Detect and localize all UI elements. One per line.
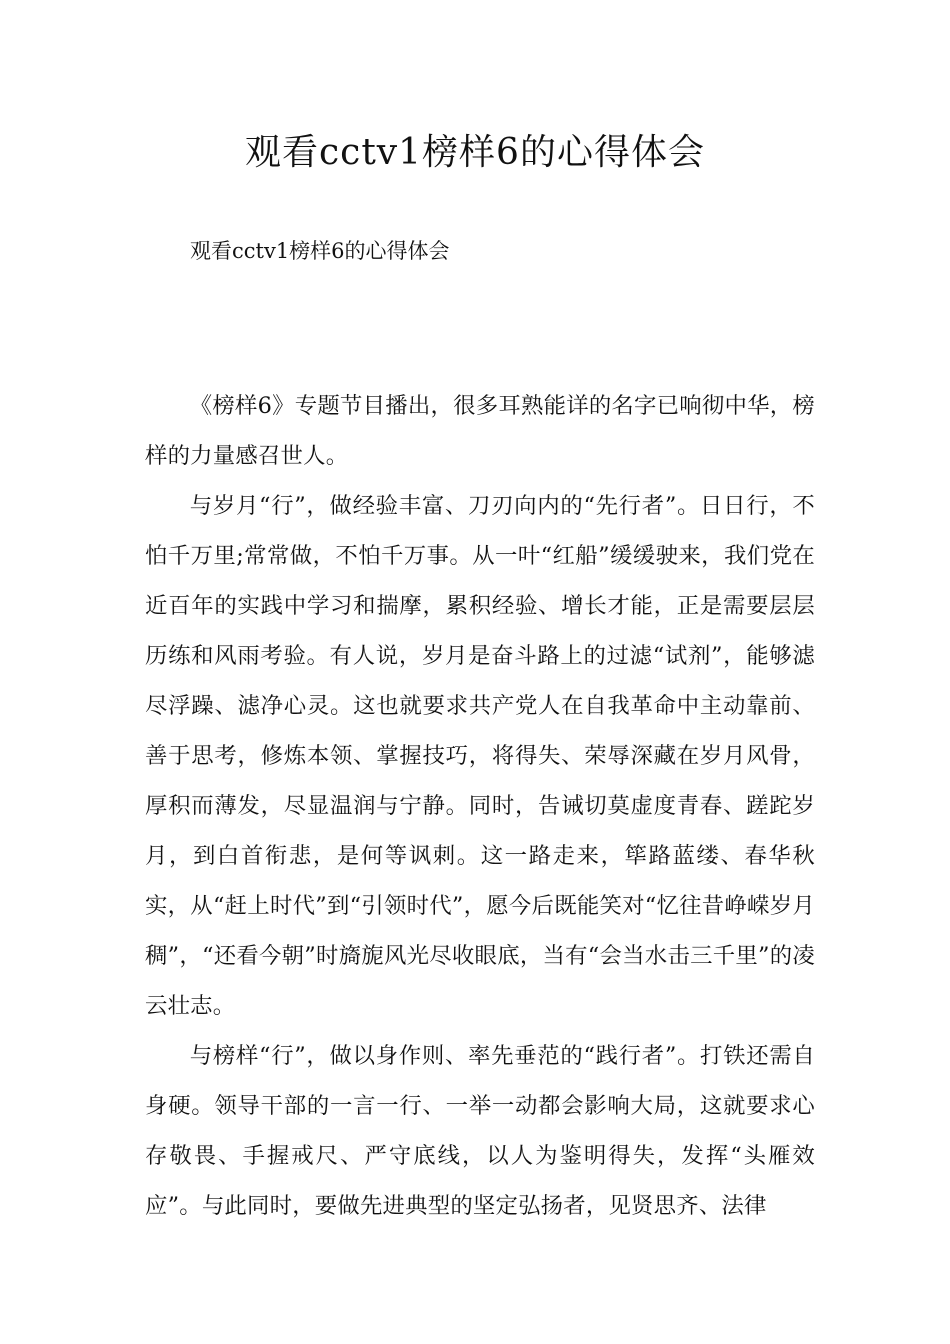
document-title: 观看cctv1榜样6的心得体会 [245,132,705,173]
paragraph: 与榜样“行”，做以身作则、率先垂范的“践行者”。打铁还需自身硬。领导干部的一言一行、一举一动都会影响大局，这就要求心存敬畏、手握戒尺、严守底线，以人为鉴明得失，发挥“头雁效应”。与此同时，要做先进典型的坚定弘扬者，见贤思齐、法律 [145,1043,815,1219]
paragraph: 与岁月“行”，做经验丰富、刀刃向内的“先行者”。日日行，不怕千万里;常常做，不怕千万事。从一叶“红船”缓缓驶来，我们党在近百年的实践中学习和揣摩，累积经验、增长才能，正是需要层层历练和风雨考验。有人说，岁月是奋斗路上的过滤“试剂”，能够滤尽浮躁、滤净心灵。这也就要求共产党人在自我革命中主动靠前、善于思考，修炼本领、掌握技巧，将得失、荣辱深藏在岁月风骨，厚积而薄发，尽显温润与宁静。同时，告诫切莫虚度青春、蹉跎岁月，到白首衔悲，是何等讽刺。这一路走来，筚路蓝缕、春华秋实，从“赶上时代”到“引领时代”，愿今后既能笑对“忆往昔峥嵘岁月稠”，“还看今朝”时旖旎风光尽收眼底，当有“会当水击三千里”的凌云壮志。 [145,493,815,1019]
document-subtitle: 观看cctv1榜样6的心得体会 [190,239,450,263]
document-body [145,381,815,1231]
paragraph: 《榜样6》专题节目播出，很多耳熟能详的名字已响彻中华，榜样的力量感召世人。 [145,393,815,469]
